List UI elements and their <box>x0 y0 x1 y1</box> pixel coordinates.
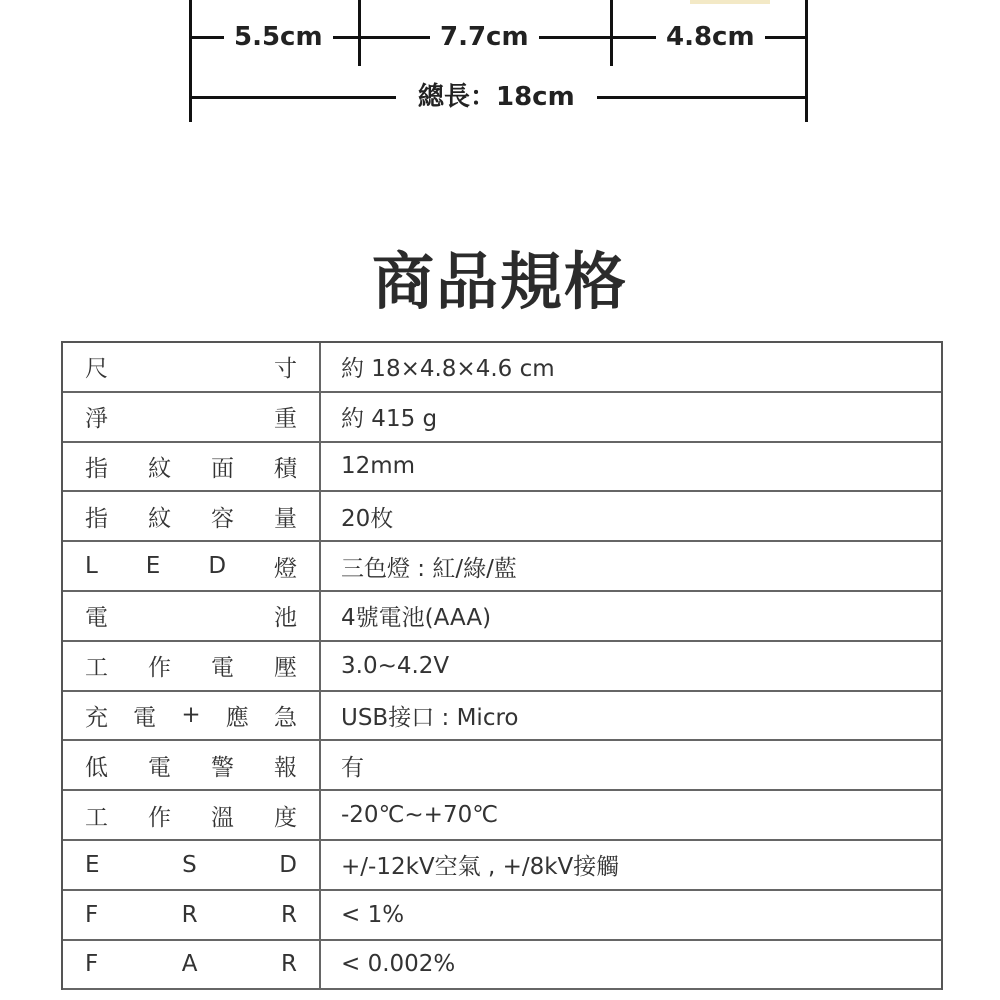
spec-label-char: F <box>85 951 99 978</box>
spec-label <box>63 443 321 491</box>
spec-label <box>63 343 321 391</box>
spec-label <box>63 841 321 889</box>
spec-label <box>63 542 321 590</box>
spec-label-char: D <box>279 851 297 878</box>
spec-label-char: 燈 <box>274 555 297 582</box>
spec-label <box>63 642 321 690</box>
spec-label-char: 電 <box>85 605 108 632</box>
spec-label <box>63 941 321 989</box>
spec-value: -20℃~+70℃ <box>341 802 499 829</box>
spec-label-char: 低 <box>85 754 108 781</box>
dimension-diagram <box>0 0 1000 130</box>
spec-label-char: 容 <box>211 505 234 532</box>
spec-row <box>63 692 941 742</box>
spec-label-char: 量 <box>274 505 297 532</box>
spec-label <box>63 393 321 441</box>
spec-label-char: 積 <box>274 455 297 482</box>
spec-label-char: 池 <box>274 605 297 632</box>
dimension-tick-left <box>189 0 192 122</box>
spec-label-char: 淨 <box>85 406 108 433</box>
spec-label-char: + <box>181 702 201 729</box>
spec-value: 有 <box>341 754 364 781</box>
spec-label-char: 度 <box>274 804 297 831</box>
spec-value: 4號電池(AAA) <box>341 605 492 632</box>
spec-table <box>61 341 943 990</box>
spec-label-char: 工 <box>85 804 108 831</box>
spec-label-char: 寸 <box>274 356 297 383</box>
spec-row <box>63 443 941 493</box>
spec-row <box>63 791 941 841</box>
spec-label <box>63 791 321 839</box>
spec-label-char: 重 <box>274 406 297 433</box>
total-length-label: 總長：18cm <box>396 81 597 113</box>
spec-label <box>63 891 321 939</box>
spec-label-char: F <box>85 901 99 928</box>
spec-label-char: 作 <box>148 655 171 682</box>
spec-label-char: L <box>85 553 98 580</box>
dimension-tick-right <box>805 0 808 122</box>
spec-label-char: 面 <box>211 455 234 482</box>
spec-label-char: 溫 <box>211 804 234 831</box>
spec-value: 約 18×4.8×4.6 cm <box>341 356 555 383</box>
spec-row <box>63 841 941 891</box>
spec-value: 20枚 <box>341 505 394 532</box>
spec-label <box>63 741 321 789</box>
product-edge-mark <box>690 0 770 4</box>
spec-label-char: 警 <box>211 754 234 781</box>
spec-label-char: 指 <box>85 455 108 482</box>
spec-label-char: 作 <box>148 804 171 831</box>
spec-label-char: A <box>181 951 198 978</box>
dimension-tick-2 <box>610 0 613 66</box>
spec-label-char: E <box>145 553 161 580</box>
spec-value: 約 415 g <box>341 406 438 433</box>
spec-label-char: 電 <box>148 754 171 781</box>
spec-value: USB接口 : Micro <box>341 704 519 731</box>
spec-label-char: R <box>281 901 297 928</box>
spec-label-char: 工 <box>85 655 108 682</box>
spec-row <box>63 492 941 542</box>
spec-value: 三色燈 : 紅/綠/藍 <box>341 555 517 582</box>
spec-row <box>63 542 941 592</box>
spec-label-char: R <box>281 951 297 978</box>
spec-value: +/-12kV空氣 , +/8kV接觸 <box>341 854 620 881</box>
spec-label-char: 電 <box>133 704 157 731</box>
spec-row <box>63 343 941 393</box>
spec-row <box>63 941 941 991</box>
segment-label-3: 4.8cm <box>656 21 765 53</box>
spec-label-char: 指 <box>85 505 108 532</box>
spec-row <box>63 891 941 941</box>
dimension-tick-1 <box>358 0 361 66</box>
spec-label-char: D <box>208 553 227 580</box>
spec-label-char: 充 <box>85 704 108 731</box>
spec-row <box>63 642 941 692</box>
spec-row <box>63 741 941 791</box>
spec-value: 12mm <box>341 453 416 480</box>
spec-label-char: 尺 <box>85 356 108 383</box>
spec-value: 3.0~4.2V <box>341 652 450 679</box>
spec-label-char: 壓 <box>274 655 297 682</box>
spec-label <box>63 592 321 640</box>
segment-label-1: 5.5cm <box>224 21 333 53</box>
spec-label-char: 急 <box>273 704 297 731</box>
spec-label-char: R <box>181 901 198 928</box>
spec-label-char: E <box>85 851 100 878</box>
spec-row <box>63 393 941 443</box>
spec-value: < 0.002% <box>341 951 456 978</box>
spec-label-char: 紋 <box>148 505 171 532</box>
spec-label <box>63 492 321 540</box>
spec-label-char: 報 <box>274 754 297 781</box>
spec-label <box>63 692 321 740</box>
segment-label-2: 7.7cm <box>430 21 539 53</box>
spec-label-char: S <box>182 851 197 878</box>
spec-label-char: 應 <box>225 704 249 731</box>
spec-row <box>63 592 941 642</box>
spec-label-char: 紋 <box>148 455 171 482</box>
spec-value: < 1% <box>341 901 405 928</box>
spec-label-char: 電 <box>211 655 234 682</box>
page-title: 商品規格 <box>371 245 628 318</box>
